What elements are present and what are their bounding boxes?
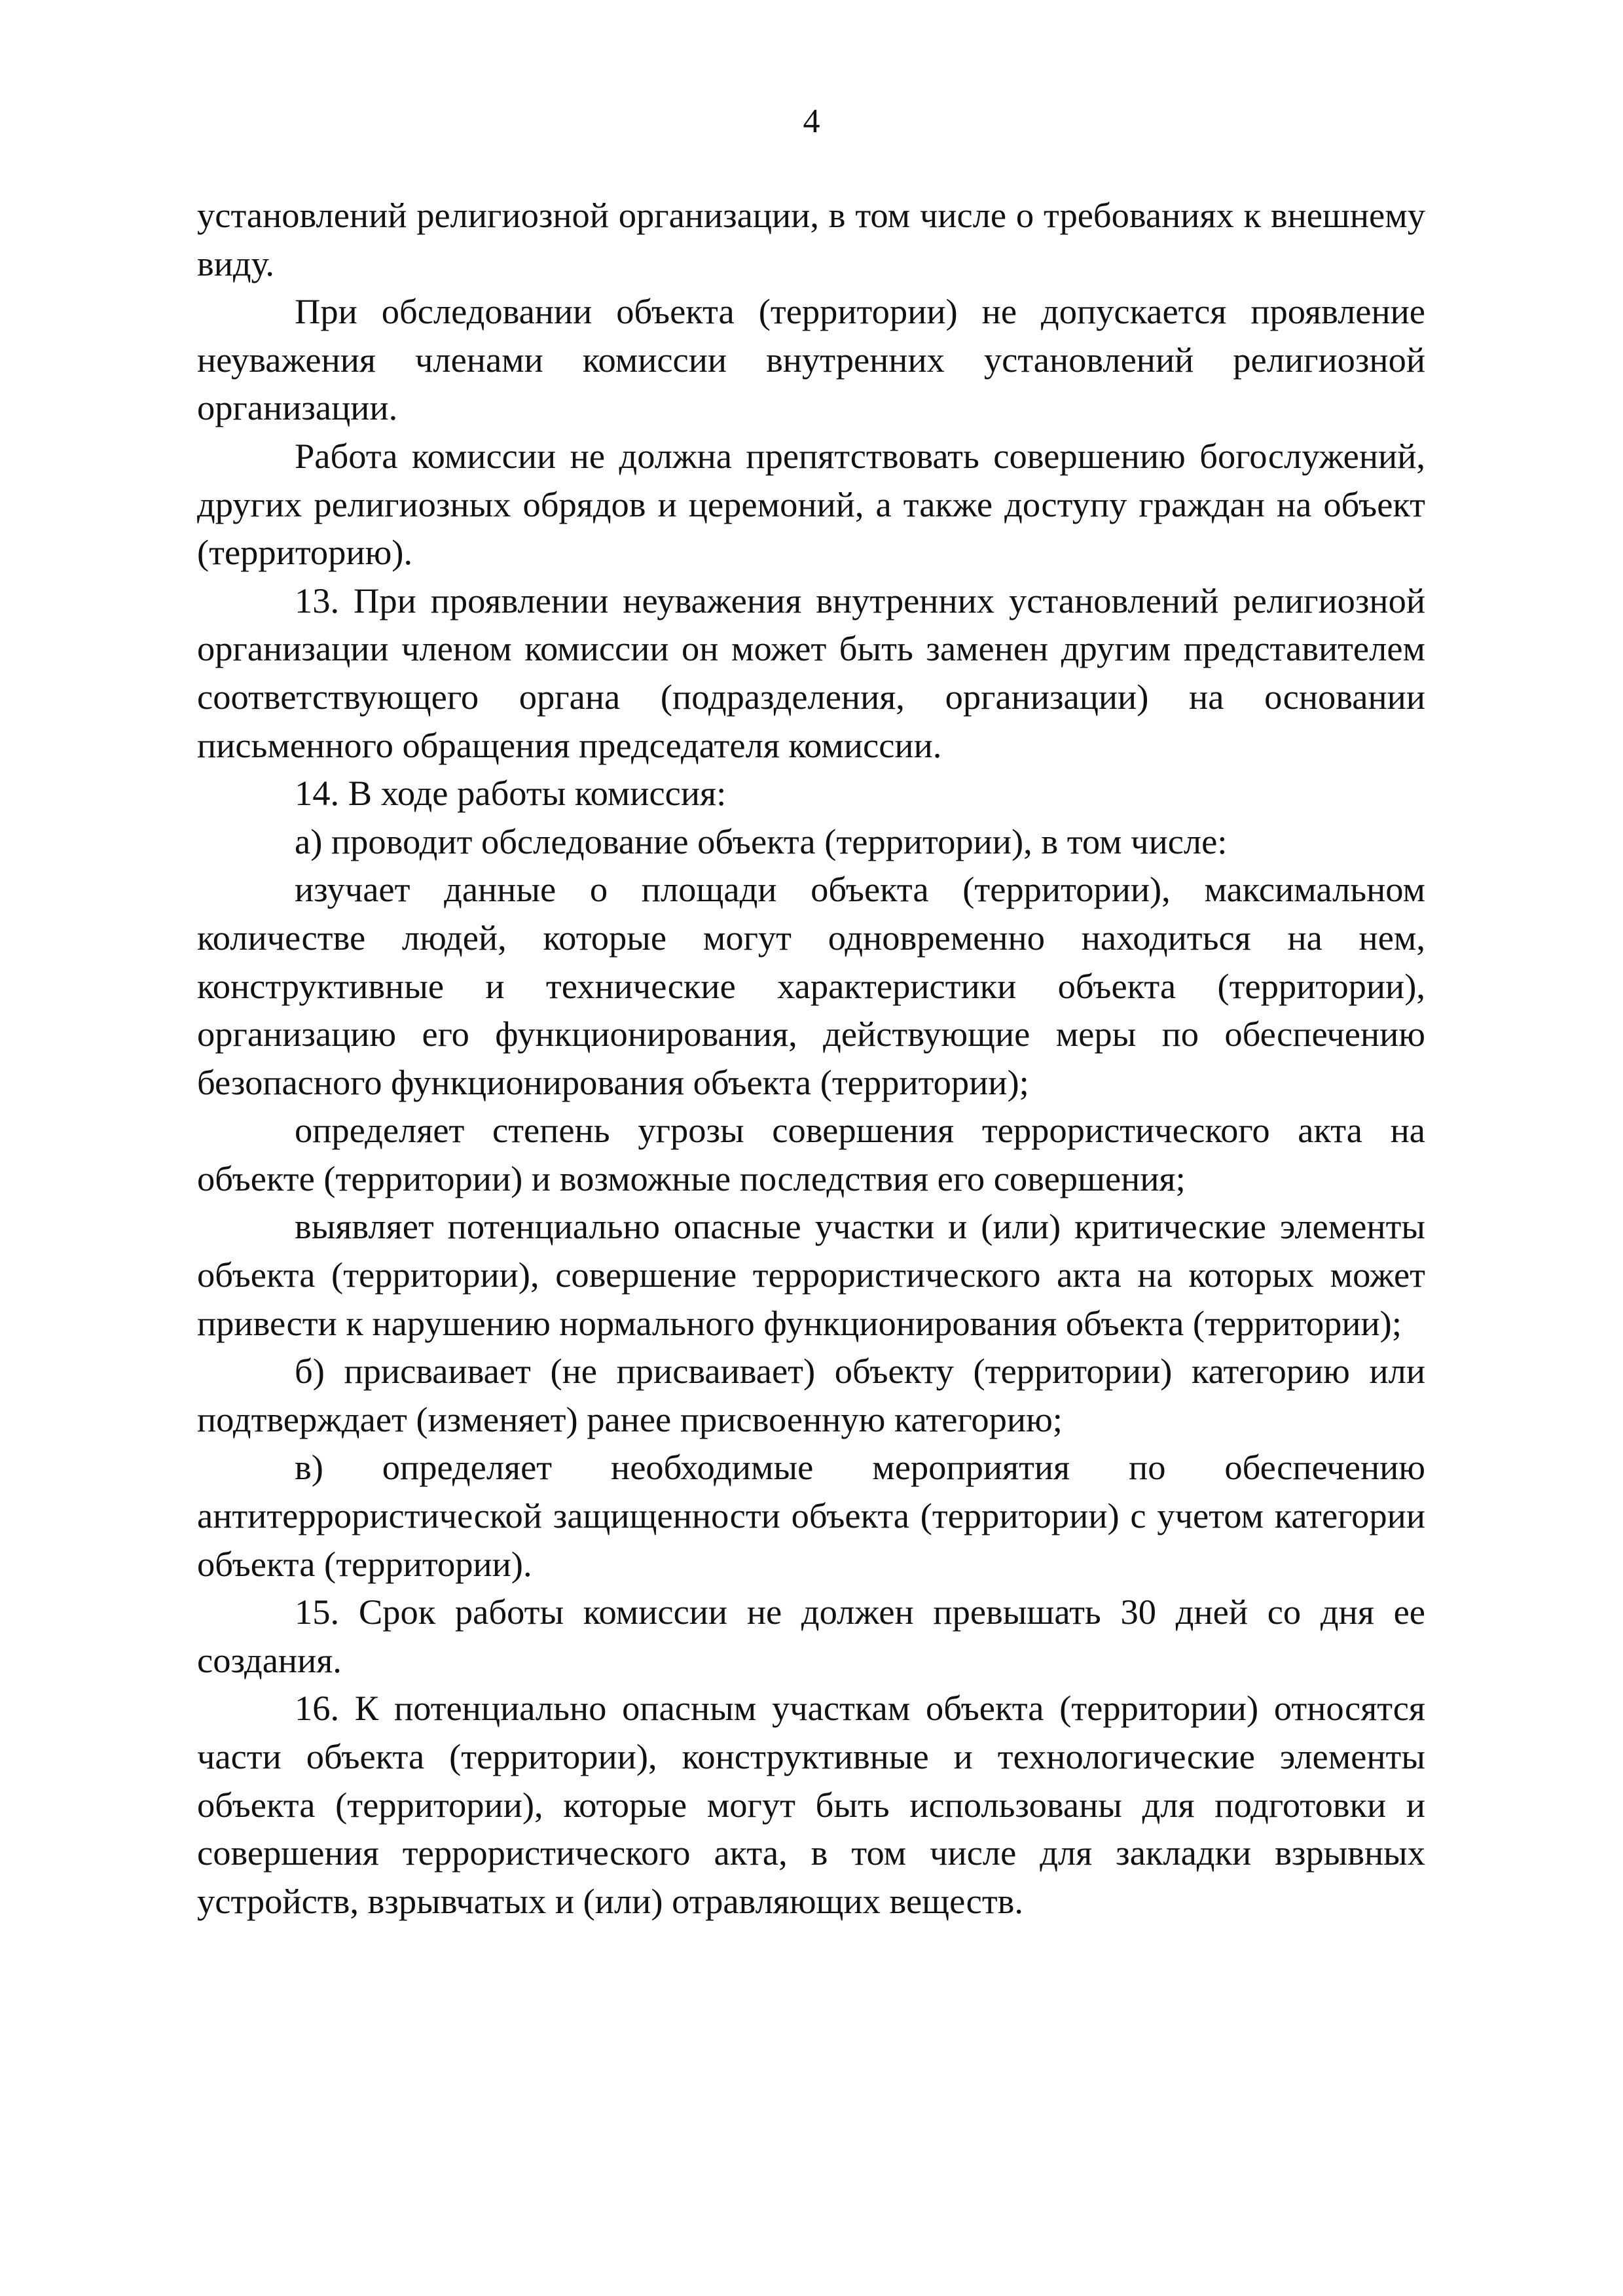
paragraph-16: 16. К потенциально опасным участкам объекта (территории) относятся части объекта (территории), конструктивные и технологические элементы объекта (территории), которые могут быть использованы для подготовки и совершения террористического акта, в том числе для закладки взрывных устройств, взрывчатых и (или) отравляющих веществ.	[197, 1688, 1425, 1921]
paragraph-14-a-threat-level: определяет степень угрозы совершения террористического акта на объекте (территории) и возможные последствия его совершения;	[197, 1110, 1425, 1198]
paragraph-disrespect-prohibited: При обследовании объекта (территории) не допускается проявление неуважения членами комиссии внутренних установлений религиозной организации.	[197, 291, 1425, 428]
page-number: 4	[803, 103, 820, 140]
paragraph-commission-work: Работа комиссии не должна препятствовать совершению богослужений, других религиозных обрядов и церемоний, а также доступу граждан на объект (территорию).	[197, 435, 1425, 573]
paragraph-continuation: установлений религиозной организации, в том числе о требованиях к внешнему виду.	[197, 195, 1425, 283]
paragraph-14-v: в) определяет необходимые мероприятия по обеспечению антитеррористической защищенности объекта (территории) с учетом категории объекта (территории).	[197, 1447, 1425, 1584]
paragraph-14-a: а) проводит обследование объекта (территории), в том числе:	[295, 821, 1228, 861]
paragraph-14-b: б) присваивает (не присваивает) объекту (территории) категорию или подтверждает (изменяет) ранее присвоенную категорию;	[197, 1351, 1425, 1439]
paragraph-14: 14. В ходе работы комиссия:	[295, 773, 727, 814]
paragraph-13: 13. При проявлении неуважения внутренних установлений религиозной организации членом комиссии он может быть заменен другим представителем соответствующего органа (подразделения, организации) на основании письменного обращения председателя комиссии.	[197, 580, 1425, 765]
paragraph-14-a-studies: изучает данные о площади объекта (территории), максимальном количестве людей, которые могут одновременно находиться на нем, конструктивные и технические характеристики объекта (территории), организацию его функционирования, действующие меры по обеспечению безопасного функционирования объекта (территории);	[197, 869, 1425, 1102]
paragraph-14-a-dangerous-areas: выявляет потенциально опасные участки и (или) критические элементы объекта (территории), совершение террористического акта на которых может привести к нарушению нормального функционирования объекта (территории);	[197, 1206, 1425, 1343]
document-body	[197, 191, 1425, 1925]
paragraph-15: 15. Срок работы комиссии не должен превышать 30 дней со дня ее создания.	[197, 1592, 1425, 1680]
